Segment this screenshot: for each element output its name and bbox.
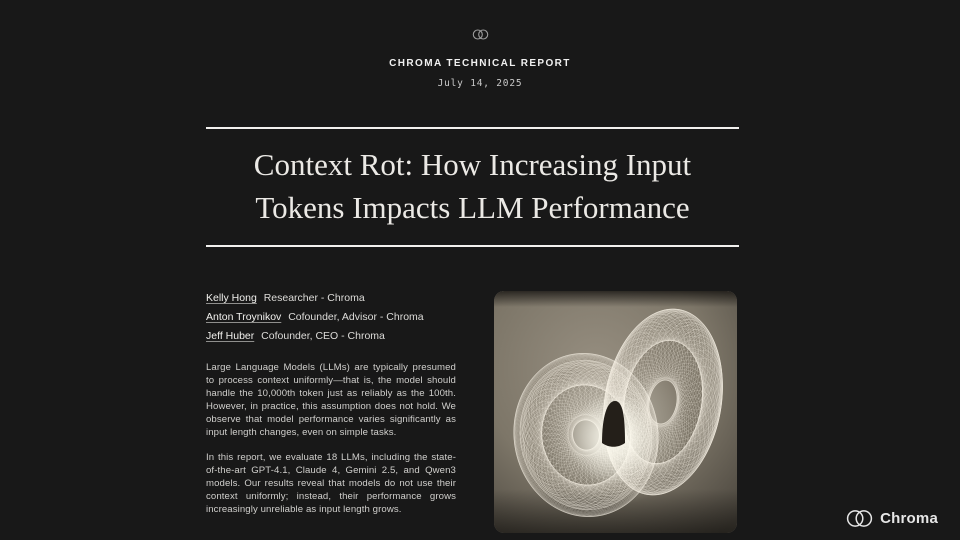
title-block (206, 127, 739, 247)
author-row (206, 327, 456, 346)
report-date: July 14, 2025 (437, 78, 523, 89)
author-role: Researcher - Chroma (263, 292, 365, 304)
abstract-paragraph-1: Large Language Models (LLMs) are typically presumed to process context uniformly—that is, the model should handle the 10,000th token just as reliably as the 100th. However, in practice, this assumption does not hold. We observe that model performance varies significantly as input length changes, even on simple tasks. (206, 362, 456, 438)
title-line-2: Tokens Impacts LLM Performance (255, 190, 690, 225)
author-role: Cofounder, CEO - Chroma (261, 330, 385, 342)
author-list (206, 289, 456, 346)
page-title (206, 129, 739, 245)
chroma-brand-link[interactable] (846, 509, 938, 528)
chroma-mark-icon (472, 29, 489, 40)
bottom-rule (206, 245, 739, 247)
author-row (206, 289, 456, 308)
masthead (0, 27, 960, 89)
hero-image (494, 291, 737, 533)
abstract-column (206, 289, 456, 533)
chroma-logo-text: Chroma (880, 510, 938, 527)
author-name-link[interactable]: Anton Troynikov (206, 311, 282, 323)
abstract-paragraph-2: In this report, we evaluate 18 LLMs, including the state-of-the-art GPT-4.1, Claude 4, Gemini 2.5, and Qwen3 models. Our results reveal that models do not use their context uniformly; instead, their performance grows increasingly unreliable as input length grows. (206, 452, 456, 516)
author-name-link[interactable]: Kelly Hong (206, 292, 257, 304)
title-line-1: Context Rot: How Increasing Input (253, 147, 692, 182)
author-role: Cofounder, Advisor - Chroma (288, 311, 424, 323)
author-name-link[interactable]: Jeff Huber (206, 330, 255, 342)
report-kicker: CHROMA TECHNICAL REPORT (389, 58, 571, 69)
author-row (206, 308, 456, 327)
spirograph-string-art (494, 291, 737, 533)
chroma-logo-icon (846, 509, 873, 528)
content-columns (206, 289, 739, 533)
